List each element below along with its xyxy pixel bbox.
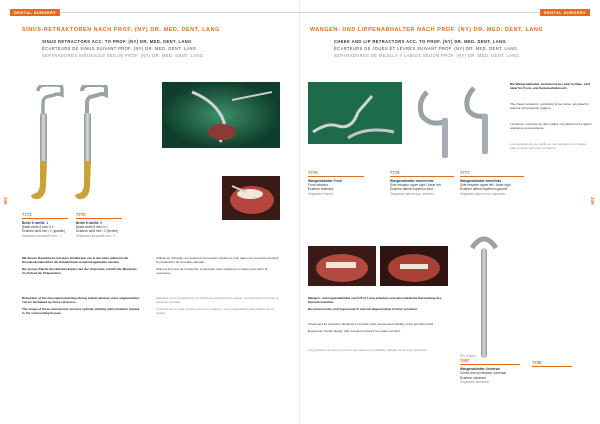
card-line-de: Wangenabhalter oben/rechts [390,179,434,183]
clinical-photo-2 [380,246,448,286]
card-line-es: Separador universal [460,379,489,384]
header-tag: DENTAL SURGERY [10,9,60,16]
page-number: 338 [3,197,8,205]
paragraph: Die grosse Fläche des Elevatorkopfes auf der Unterseite schützt die Membran im Verlauf der Präparation. [22,267,137,276]
card-line-es: Separador sinusal/6 mm / 1 [22,233,61,238]
card-line-en: Blade width 6 mm/ # 1 [22,225,54,230]
header-rule [300,12,540,13]
paragraph: La forma de la punta permite una visión óptima y una manipulación atraumática de los tejidos. [156,307,275,316]
surgery-photo-mouth [222,176,280,220]
card-line-en: Blade width 8 mm/ # 2 [76,225,108,230]
card-line-fr: Écarteur universel [460,375,486,380]
product-card-7776 [308,170,364,196]
card-line-es: Separador lateral sup. izquierdo [460,191,506,196]
description-de [308,296,448,314]
right-page [300,0,600,424]
description-de [22,256,140,278]
surgery-photo-green [162,82,280,148]
product-card-7775 [390,170,454,196]
article-number: 7738 [532,360,572,367]
subtitle-fr: ÉCARTEURS DE JOUES ET LÈVRES SUIVANT PROF. (NY) DR. MED. DENT. LANG [334,46,518,51]
article-number: 7776 [308,170,364,177]
sinus-retractor-2-image [72,85,110,205]
size-label: 90 x 19mm [460,354,476,358]
description-fr [308,348,448,355]
paragraph: Die Instrumente sind ergonomisch und mit abgerundeter Kontur versehen. [308,307,418,312]
paragraph: Ergonomic handle design with rounded contours for patient comfort. [308,329,401,334]
header-tag: DENTAL SURGERY [540,9,590,16]
product-card-7777 [460,170,524,196]
right-header [300,8,590,16]
side-description-de: Die Wangenabhalter, bestehend aus zwei Größen, sind ideal für Front- und Seitenzahnbereich. [510,82,591,91]
product-card-7738 [532,360,572,369]
description-es [156,296,280,318]
subtitle-es: SEPARADORES SINUSALES SEGÚN PROF. (NY) DR. MED. DENT. LANG [42,53,204,58]
universal-retractor-image [468,230,500,360]
card-line-es: Separador sinusal/8 mm / 2 [76,233,115,238]
product-card-7770 [76,212,122,238]
paragraph: Cheek and lip retractors designed to provide clear access and visibility of the operative field. [308,322,434,326]
card-line-en: Front retractor [308,183,329,188]
product-photo-green [308,82,402,144]
paragraph: Retraction of the mucoperiosteal flap during lateral window sinus augmentation can be facilitated by these retractors. [22,296,140,305]
left-header [10,8,300,16]
header-rule [60,12,300,13]
product-card-7457 [460,354,520,384]
side-description-es: Los separadores de mejilla en dos tamaños son ideales para la región anterior y posterior. [510,142,587,151]
side-description-fr: L'écarteur, composé de deux tailles, est idéal pour la région antérieure et postérieure. [510,122,592,131]
article-number: 7777 [460,170,524,177]
card-line-en: Cheek and lip retractor universal [460,371,506,376]
card-line-de: Wangenabhalter oben/links [460,179,502,183]
paragraph: Wangen- und Lippenabhalter nach Prof. Lang erlauben eine übersichtliche Darstellung des Operationsfeldes. [308,296,442,305]
paragraph: Mediante estos separadores se facilita la retracción del colgajo mucoperióstico durante la elevación sinusal. [156,296,279,305]
page-title: SINUS-RETRAKTOREN NACH PROF. (NY) DR. MED. DENT. LANG [22,27,220,33]
card-line-fr: Écarteur lar/8 mm / 2 (léchée) [76,229,119,234]
sinus-retractor-1-image [28,85,66,205]
article-number: 7775 [390,170,454,177]
subtitle-en: CHEEK AND LIP RETRACTORS ACC. TO PROF. (NY) DR. MED. DENT. LANG [334,39,507,44]
card-line-de: Wangenabhalter Universal [460,367,500,372]
description-en [22,296,140,318]
card-line-es: Separador frontal [308,191,333,196]
card-line-de: Breite 6 mm/Nr. 1 [22,221,49,225]
paragraph: Les écarteurs de joues et lèvres permettent une visibilité optimale du champ opératoire. [308,348,428,352]
card-line-es: Separador lateral sup. derecho [390,191,434,196]
cheek-retractor-set-image [412,82,502,162]
article-number: 7770 [76,212,122,219]
card-line-fr: Écarteur latéral supérieur droit [390,187,433,192]
article-number: 7457 [460,358,520,365]
description-fr [156,256,280,278]
card-line-fr: Écarteur latéral supérieur gauche [460,187,508,192]
subtitle-en: SINUS RETRACTORS ACC. TO PROF. (NY) DR. MED. DENT. LANG [42,39,192,44]
article-number: 7771 [22,212,68,219]
paragraph: Utilisés en chirurgie, les écarteurs permettent d'éviter un bon appui sur les tissus pendant la préparation de la fenêtre latérale. [156,256,279,265]
subtitle-fr: ÉCARTEURS DE SINUS SUIVANT PROF. (NY) DR. MED. DENT. LANG [42,46,197,51]
description-en [308,322,448,336]
subtitle-es: SEPARADORES DE MEJILLA Y LABIOS SEGÚN PROF. (NY) DR. MED. DENT. LANG [334,53,520,58]
card-line-fr: Écarteur lar/6 mm / 1 (spatule) [22,229,66,234]
paragraph: Mit diesen Retraktoren mit einer Klinkbreite von 8 mm kann während der Sinusbodenelevation die Schleimhaut zusammengehalten werden. [22,256,129,265]
side-description-en: The cheek retractors, consisting of two sizes, are ideal for anterior and posterior regions. [510,102,589,111]
paragraph: The shape of these instruments ensures optimal visibility with minimum trauma to the surrounding tissues. [22,307,140,316]
clinical-photo-1 [308,246,376,286]
card-line-fr: Écarteur antérieur [308,187,334,192]
card-line-en: Side retractor upper right / lower left [390,183,441,188]
card-line-de: Wangenabhalter Front [308,179,342,183]
paragraph: Grâce à la forme de l'extrémité, le lambeau reste maintenu en place sans léser la muqueuse. [156,267,268,276]
page-title: WANGEN- UND LIPPENABHALTER NACH PROF. (NY) DR. MED. DENT. LANG [310,27,544,33]
card-line-en: Side retractor upper left / lower right [460,183,511,188]
card-line-de: Breite 8 mm/Nr. 2 [76,221,103,225]
page-number: 339 [590,197,595,205]
product-card-7771 [22,212,68,238]
